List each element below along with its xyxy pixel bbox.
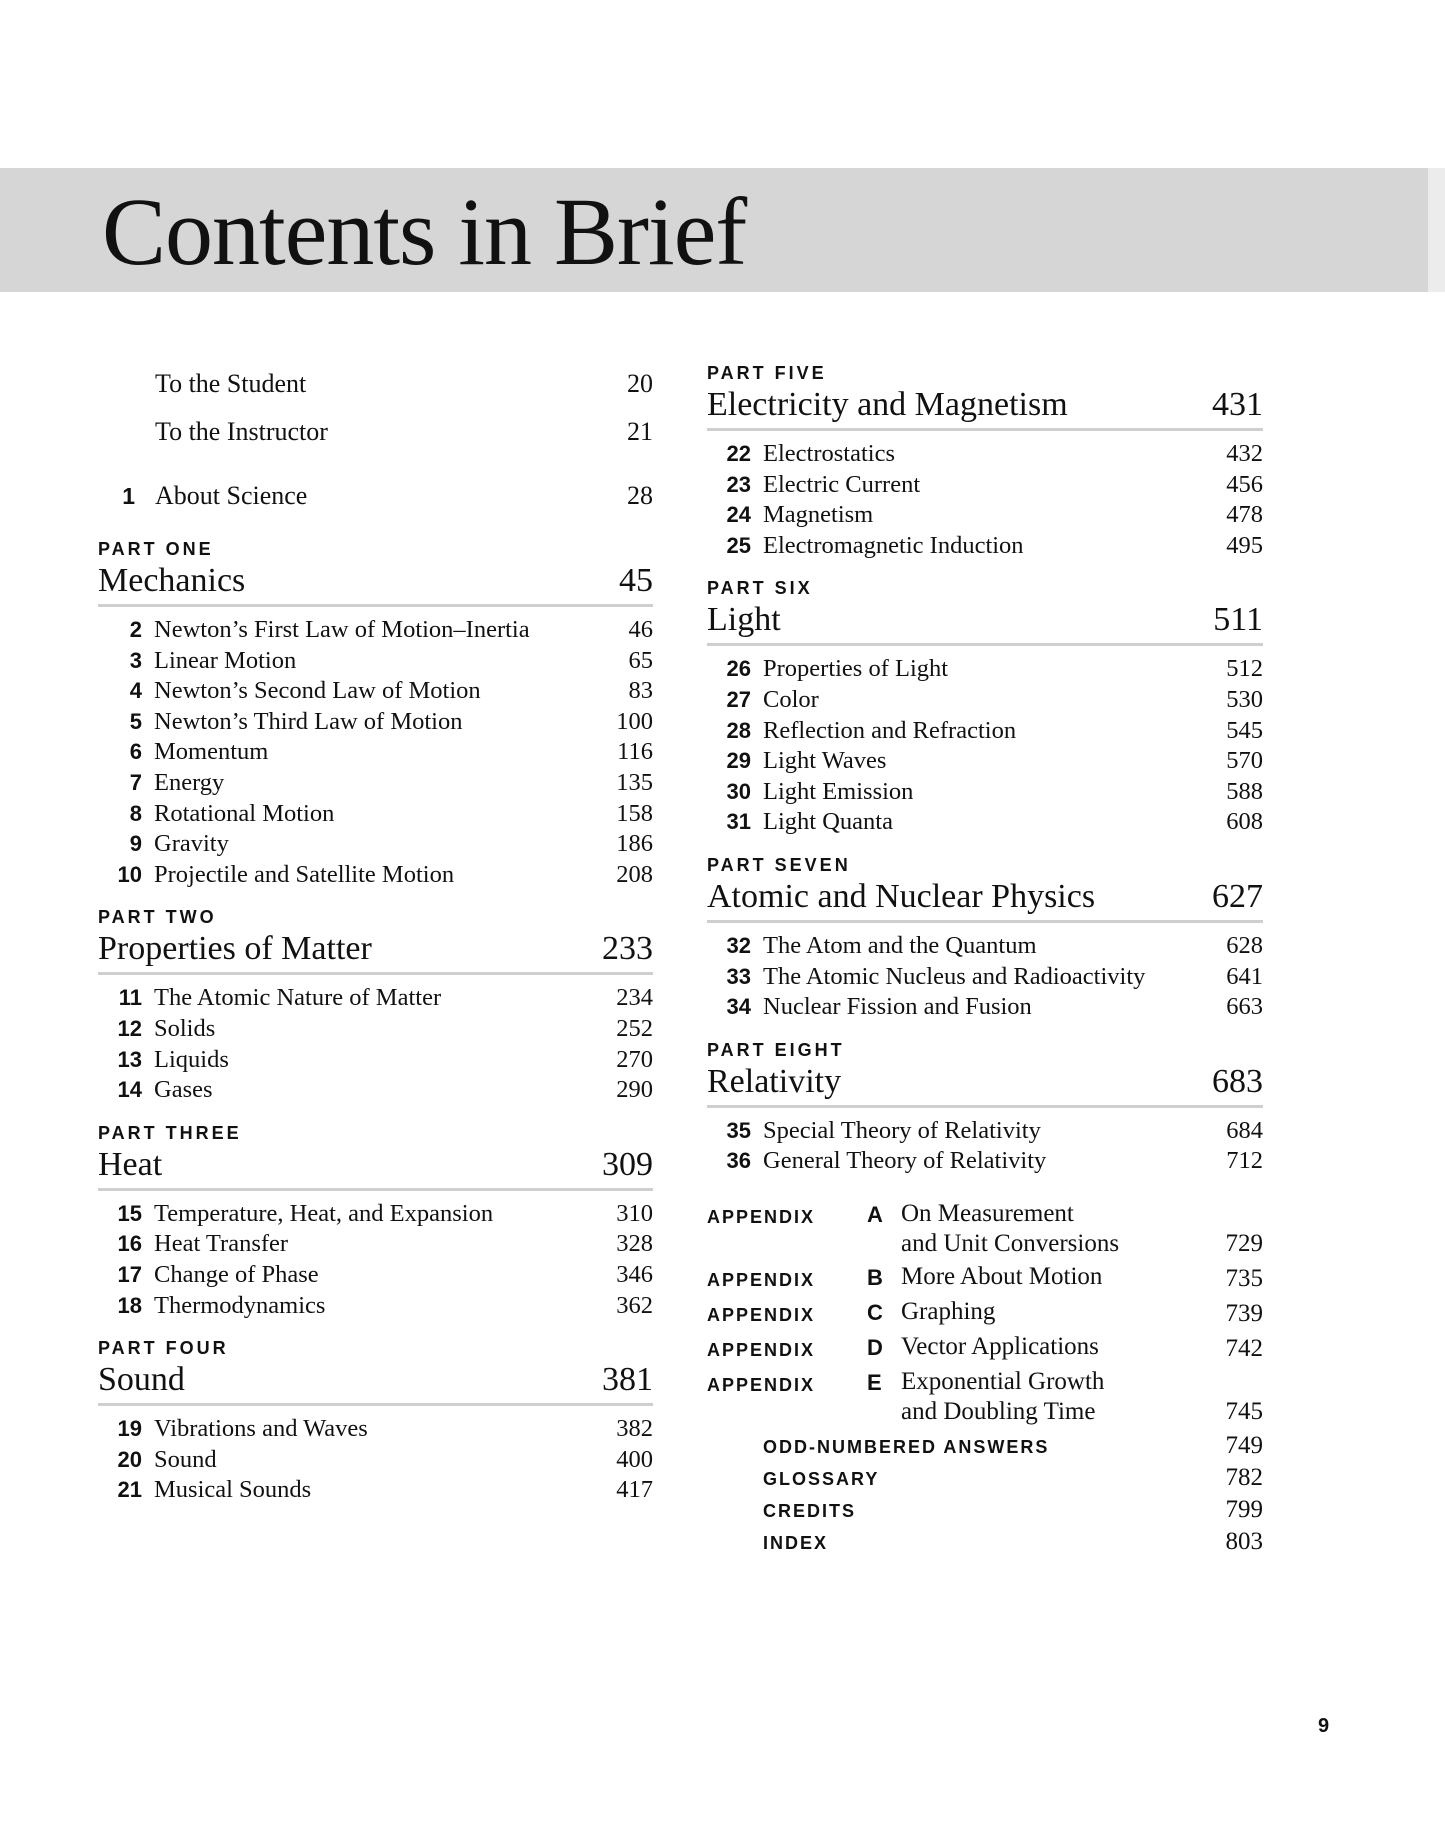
appendix-label: APPENDIX: [707, 1339, 816, 1360]
page-number: 799: [1225, 1495, 1263, 1523]
chapter-number: 18: [117, 1292, 142, 1318]
appendix-entry[interactable]: [707, 1367, 1263, 1427]
chapter-title: Musical Sounds: [154, 1476, 312, 1504]
chapter-number: 28: [726, 717, 751, 743]
page-number: 21: [627, 417, 653, 446]
page-number: 735: [1225, 1264, 1263, 1292]
part-title: Relativity: [707, 1062, 842, 1100]
chapter-entry[interactable]: [98, 1199, 653, 1230]
part-section: [98, 1122, 653, 1321]
chapter-title: Liquids: [154, 1045, 229, 1073]
page-number: 511: [1213, 601, 1263, 639]
chapter-number: 6: [129, 739, 142, 765]
appendix-title-line2: and Doubling Time: [901, 1397, 1096, 1425]
appendix-title-line1: Vector Applications: [901, 1332, 1099, 1360]
chapter-number: 11: [118, 985, 142, 1011]
appendix-title-line1: On Measurement: [901, 1199, 1074, 1227]
chapter-title: Linear Motion: [154, 646, 297, 674]
page-number: 28: [627, 481, 653, 510]
page-number: 417: [616, 1476, 653, 1504]
part-section: [98, 538, 653, 890]
title-banner: [0, 168, 1428, 292]
chapter-number: 27: [726, 686, 751, 712]
back-matter-label: CREDITS: [763, 1500, 857, 1521]
chapter-entry[interactable]: [707, 439, 1263, 470]
page-number: 739: [1225, 1299, 1263, 1327]
chapter-title: Newton’s Third Law of Motion: [154, 707, 463, 735]
appendix-entry[interactable]: [707, 1262, 1263, 1294]
page-number: 233: [602, 930, 653, 968]
page-number: 641: [1226, 962, 1263, 990]
part-section: [98, 906, 653, 1105]
chapter-number: 3: [129, 647, 142, 673]
page-number: 400: [616, 1445, 653, 1473]
chapter-title: Heat Transfer: [154, 1230, 289, 1258]
chapter-number: 33: [726, 963, 751, 989]
part-title: Heat: [98, 1145, 163, 1183]
chapter-number: 24: [726, 502, 751, 528]
chapter-entry[interactable]: [707, 500, 1263, 531]
part-title: Electricity and Magnetism: [707, 386, 1068, 423]
chapter-title: Reflection and Refraction: [763, 716, 1017, 744]
page-number: 803: [1225, 1527, 1263, 1555]
chapter-entry[interactable]: [98, 707, 653, 738]
toc-entry[interactable]: [98, 360, 653, 408]
chapter-number: 21: [117, 1477, 142, 1503]
chapter-number: 10: [117, 861, 142, 887]
appendix-label: APPENDIX: [707, 1374, 816, 1395]
chapter-entry[interactable]: [707, 962, 1263, 993]
appendix-title: [897, 1199, 1183, 1259]
chapter-title: The Atomic Nature of Matter: [154, 984, 442, 1012]
appendix-letter: A: [867, 1201, 883, 1227]
page-number: 382: [616, 1415, 653, 1443]
part-title: Light: [707, 601, 781, 639]
chapter-entry[interactable]: [707, 992, 1263, 1023]
appendix-title-line1: More About Motion: [901, 1262, 1103, 1290]
page-number: 628: [1226, 931, 1263, 959]
chapter-title: Vibrations and Waves: [154, 1415, 368, 1443]
chapter-title: Light Emission: [763, 777, 914, 805]
entry-title: To the Instructor: [155, 417, 328, 446]
page-number: 742: [1225, 1334, 1263, 1362]
page-number: 234: [616, 984, 653, 1012]
page-number: 135: [616, 768, 653, 796]
back-matter-entry[interactable]: [707, 1494, 1263, 1526]
chapter-number: 17: [117, 1261, 142, 1287]
entry-title: To the Student: [155, 369, 307, 398]
chapter-entry[interactable]: [707, 654, 1263, 685]
appendix-title-line1: Graphing: [901, 1297, 996, 1325]
appendix-title: [897, 1332, 1183, 1362]
page-number: 608: [1226, 808, 1263, 836]
chapter-entry[interactable]: [707, 1116, 1263, 1147]
appendix-label: APPENDIX: [707, 1206, 816, 1227]
chapter-number: 9: [129, 831, 142, 857]
chapter-entry[interactable]: [707, 685, 1263, 716]
front-matter-list: [98, 360, 653, 520]
chapter-number: 29: [726, 748, 751, 774]
page-number: 186: [616, 830, 653, 858]
appendix-title: [897, 1297, 1183, 1327]
chapter-number: 7: [129, 769, 142, 795]
chapter-title: Solids: [154, 1014, 216, 1042]
back-matter-entry[interactable]: [707, 1526, 1263, 1558]
chapter-number: 26: [726, 656, 751, 682]
part-heading[interactable]: [98, 1144, 653, 1191]
chapter-title: Rotational Motion: [154, 799, 335, 827]
chapter-title: Electrostatics: [763, 440, 895, 467]
chapter-title: Thermodynamics: [154, 1291, 326, 1319]
page-number: 116: [617, 738, 653, 766]
page-number: 270: [616, 1045, 653, 1073]
appendix-letter: E: [867, 1369, 882, 1395]
page-number: 252: [616, 1014, 653, 1042]
part-heading[interactable]: [98, 560, 653, 607]
chapter-title: Projectile and Satellite Motion: [154, 860, 455, 888]
chapter-number: 25: [726, 532, 751, 558]
page-number: 100: [616, 707, 653, 735]
page-number: 749: [1225, 1431, 1263, 1459]
chapter-title: Gases: [154, 1076, 213, 1104]
appendix-letter: B: [867, 1264, 883, 1290]
chapter-entry[interactable]: [98, 799, 653, 830]
chapter-number: 1: [122, 483, 135, 509]
chapter-entry[interactable]: [98, 646, 653, 677]
page-number: 431: [1212, 386, 1263, 423]
page-number: 83: [628, 677, 653, 705]
appendix-entry[interactable]: [707, 1297, 1263, 1329]
chapter-entry[interactable]: [98, 829, 653, 860]
part-label: PART TWO: [98, 907, 217, 928]
chapter-number: 14: [117, 1077, 142, 1103]
page-number: 684: [1226, 1116, 1263, 1144]
part-section: [707, 1039, 1263, 1177]
chapter-number: 20: [117, 1446, 142, 1472]
page-number: 683: [1212, 1062, 1263, 1100]
part-heading[interactable]: [98, 928, 653, 975]
chapter-entry[interactable]: [98, 1414, 653, 1445]
chapter-title: Properties of Light: [763, 655, 949, 683]
chapter-entry[interactable]: [98, 1075, 653, 1106]
chapter-number: 31: [726, 809, 751, 835]
page-number: 729: [1225, 1229, 1263, 1257]
left-column: [98, 360, 653, 1506]
chapter-title: General Theory of Relativity: [763, 1147, 1047, 1175]
chapter-entry[interactable]: [98, 1045, 653, 1076]
page-number: 158: [616, 799, 653, 827]
page-number: 45: [619, 562, 653, 599]
page-number: 545: [1226, 716, 1263, 744]
page-number: 478: [1226, 501, 1263, 529]
page-number: 745: [1225, 1397, 1263, 1425]
chapter-number: 34: [726, 994, 751, 1020]
part-label: PART FOUR: [98, 1338, 229, 1359]
part-label: PART FIVE: [707, 363, 827, 383]
back-matter-entry[interactable]: [707, 1462, 1263, 1494]
page-number: 712: [1226, 1147, 1263, 1175]
chapter-entry[interactable]: [98, 768, 653, 799]
page-number: 530: [1226, 685, 1263, 713]
appendix-letter: D: [867, 1334, 883, 1360]
chapter-number: 30: [726, 778, 751, 804]
page-number: 782: [1225, 1463, 1263, 1491]
part-section: [707, 577, 1263, 838]
chapter-number: 2: [129, 617, 142, 642]
chapter-title: Energy: [154, 768, 225, 796]
chapter-number: 22: [726, 441, 751, 466]
part-title: Sound: [98, 1361, 185, 1399]
chapter-entry[interactable]: [707, 716, 1263, 747]
appendix-label: APPENDIX: [707, 1269, 816, 1290]
chapter-entry[interactable]: [98, 1445, 653, 1476]
toc-entry[interactable]: [98, 408, 653, 456]
chapter-title: Electromagnetic Induction: [763, 531, 1024, 559]
chapter-title: Momentum: [154, 738, 269, 766]
page-number: 512: [1226, 655, 1263, 683]
page-number: 663: [1226, 993, 1263, 1021]
chapter-number: 5: [129, 708, 142, 734]
page-number: 588: [1226, 777, 1263, 805]
part-label: PART EIGHT: [707, 1039, 845, 1060]
chapter-entry[interactable]: [98, 615, 653, 646]
chapter-title: Light Waves: [763, 747, 887, 775]
back-matter-list: [707, 1430, 1263, 1558]
page-number: 495: [1226, 531, 1263, 559]
chapter-entry[interactable]: [98, 676, 653, 707]
chapter-entry[interactable]: [98, 737, 653, 768]
part-heading[interactable]: [707, 384, 1263, 431]
chapter-number: 16: [117, 1231, 142, 1257]
part-label: PART SEVEN: [707, 854, 851, 875]
page-title: Contents in Brief: [102, 178, 747, 285]
chapter-title: Magnetism: [763, 501, 874, 529]
chapter-title: Sound: [154, 1445, 217, 1473]
chapter-title: The Atom and the Quantum: [763, 931, 1037, 959]
chapter-entry[interactable]: [98, 1260, 653, 1291]
chapter-number: 36: [726, 1148, 751, 1174]
part-title: Atomic and Nuclear Physics: [707, 877, 1096, 915]
right-column: [707, 362, 1263, 1558]
appendix-list: [707, 1199, 1263, 1427]
page-number: 208: [616, 860, 653, 888]
part-section: [707, 362, 1263, 561]
back-matter-label: ODD-NUMBERED ANSWERS: [763, 1436, 1050, 1457]
appendix-title: [897, 1367, 1183, 1427]
part-heading[interactable]: [707, 876, 1263, 923]
page-number: 309: [602, 1145, 653, 1183]
chapter-title: Gravity: [154, 830, 229, 858]
chapter-entry[interactable]: [707, 1146, 1263, 1177]
chapter-entry[interactable]: [98, 1291, 653, 1322]
chapter-title: Light Quanta: [763, 808, 893, 836]
chapter-number: 8: [129, 800, 142, 826]
part-label: PART ONE: [98, 539, 214, 559]
part-label: PART THREE: [98, 1122, 242, 1143]
chapter-title: The Atomic Nucleus and Radioactivity: [763, 962, 1146, 990]
chapter-title: Electric Current: [763, 470, 921, 498]
parts-right-list: [707, 362, 1263, 1177]
appendix-title-line2: and Unit Conversions: [901, 1229, 1120, 1257]
part-title: Properties of Matter: [98, 930, 372, 968]
part-section: [707, 854, 1263, 1023]
chapter-number: 35: [726, 1117, 751, 1143]
chapter-number: 19: [117, 1416, 142, 1442]
chapter-number: 12: [117, 1015, 142, 1041]
part-heading[interactable]: [707, 599, 1263, 646]
part-heading[interactable]: [707, 1061, 1263, 1108]
chapter-entry[interactable]: [98, 983, 653, 1014]
page-number: 290: [616, 1076, 653, 1104]
chapter-entry[interactable]: [98, 1014, 653, 1045]
chapter-title: Newton’s Second Law of Motion: [154, 677, 481, 705]
chapter-number: 4: [129, 678, 142, 704]
chapter-title: Temperature, Heat, and Expansion: [154, 1199, 494, 1227]
entry-title: About Science: [155, 481, 308, 510]
page-number: 346: [616, 1260, 653, 1288]
appendix-title-line1: Exponential Growth: [901, 1367, 1105, 1395]
chapter-entry[interactable]: [707, 807, 1263, 838]
page-number: 65: [628, 646, 653, 674]
chapter-entry[interactable]: [98, 1229, 653, 1260]
page-number: 381: [602, 1361, 653, 1399]
chapter-number: 15: [117, 1200, 142, 1226]
chapter-title: Special Theory of Relativity: [763, 1116, 1041, 1144]
page-number: 20: [627, 369, 653, 398]
chapter-entry[interactable]: [707, 470, 1263, 501]
chapter-title: Color: [763, 685, 819, 713]
chapter-number: 13: [117, 1046, 142, 1072]
parts-left-list: [98, 538, 653, 1506]
part-heading[interactable]: [98, 1359, 653, 1406]
back-matter-label: GLOSSARY: [763, 1468, 880, 1489]
chapter-entry[interactable]: [707, 931, 1263, 962]
page-number: 9: [1318, 1715, 1330, 1737]
chapter-number: 23: [726, 471, 751, 497]
part-section: [98, 1337, 653, 1506]
chapter-entry[interactable]: [707, 531, 1263, 562]
page-number: 570: [1226, 747, 1263, 775]
chapter-number: 32: [726, 932, 751, 958]
chapter-entry[interactable]: [707, 746, 1263, 777]
appendix-title: [897, 1262, 1183, 1292]
chapter-entry[interactable]: [98, 860, 653, 891]
page-number: 432: [1226, 440, 1263, 467]
page-number: 328: [616, 1230, 653, 1258]
page-number: 456: [1226, 470, 1263, 498]
page-number: 362: [616, 1291, 653, 1319]
chapter-title: Change of Phase: [154, 1260, 319, 1288]
chapter-entry[interactable]: [98, 1475, 653, 1506]
part-label: PART SIX: [707, 578, 813, 599]
toc-entry[interactable]: [98, 472, 653, 520]
appendix-entry[interactable]: [707, 1199, 1263, 1259]
banner-edge: [1428, 168, 1445, 292]
appendix-entry[interactable]: [707, 1332, 1263, 1364]
chapter-title: Nuclear Fission and Fusion: [763, 993, 1032, 1021]
back-matter-entry[interactable]: [707, 1430, 1263, 1462]
appendix-letter: C: [867, 1299, 883, 1325]
part-title: Mechanics: [98, 562, 246, 599]
page-number: 46: [628, 616, 653, 643]
back-matter-label: INDEX: [763, 1532, 829, 1553]
page-number: 310: [616, 1199, 653, 1227]
appendix-label: APPENDIX: [707, 1304, 816, 1325]
chapter-title: Newton’s First Law of Motion–Inertia: [154, 616, 530, 643]
page-number: 627: [1212, 877, 1263, 915]
chapter-entry[interactable]: [707, 777, 1263, 808]
